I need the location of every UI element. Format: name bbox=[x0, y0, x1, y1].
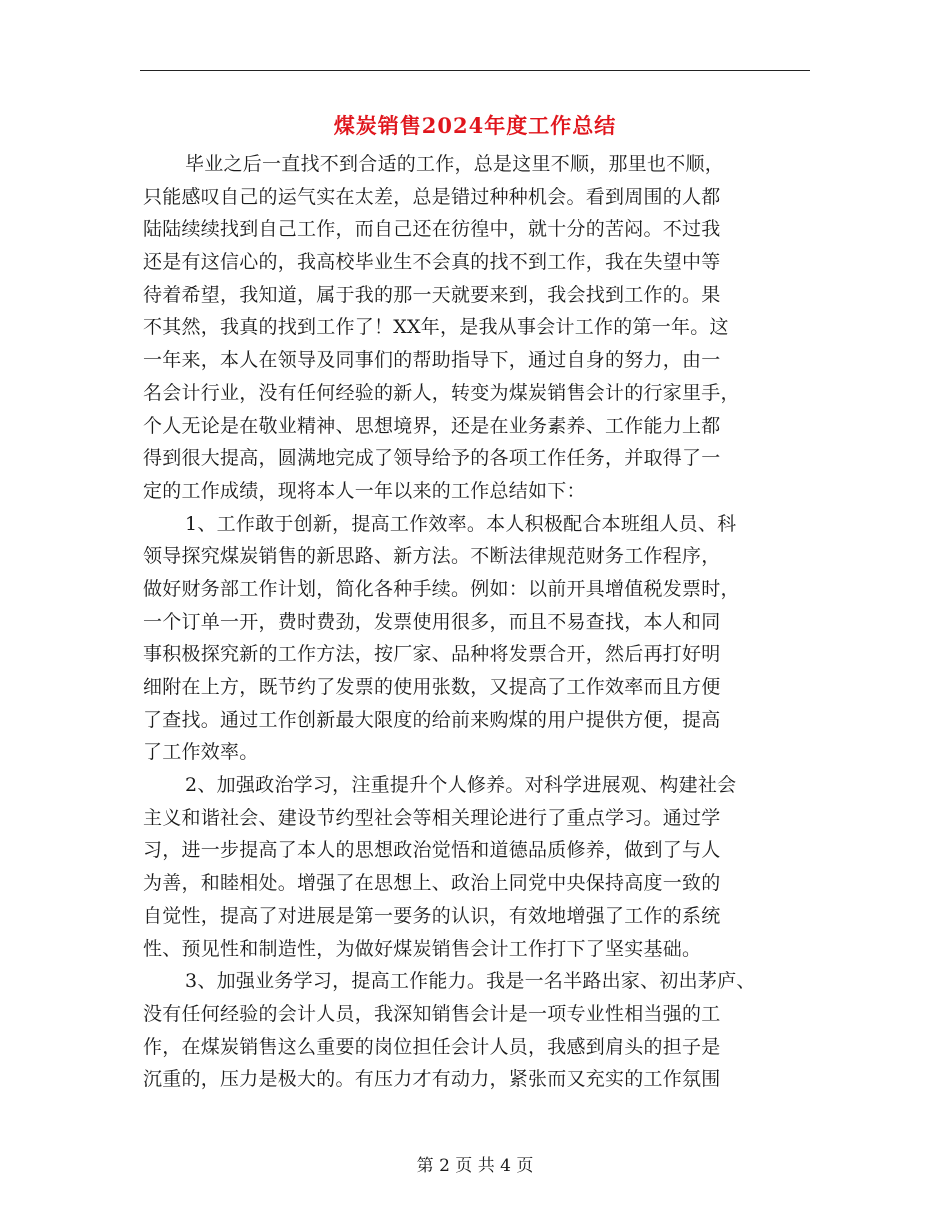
text-line: 一年来，本人在领导及同事们的帮助指导下，通过自身的努力，由一 bbox=[143, 349, 721, 372]
text-line: 2、加强政治学习，注重提升个人修养。对科学进展观、构建社会 bbox=[185, 774, 737, 797]
text-line: 不其然，我真的找到工作了！XX年，是我从事会计工作的第一年。这 bbox=[143, 316, 729, 339]
text-line: 了工作效率。 bbox=[143, 741, 259, 764]
document-body bbox=[143, 148, 813, 1096]
text-line: 作，在煤炭销售这么重要的岗位担任会计人员，我感到肩头的担子是 bbox=[143, 1035, 721, 1058]
text-line: 领导探究煤炭销售的新思路、新方法。不断法律规范财务工作程序， bbox=[143, 545, 721, 568]
text-line: 毕业之后一直找不到合适的工作，总是这里不顺，那里也不顺， bbox=[185, 153, 725, 175]
text-line: 只能感叹自己的运气实在太差，总是错过种种机会。看到周围的人都 bbox=[143, 185, 721, 208]
text-line: 1、工作敢于创新，提高工作效率。本人积极配合本班组人员、科 bbox=[185, 512, 737, 535]
text-line: 陆陆续续找到自己工作，而自己还在彷徨中，就十分的苦闷。不过我 bbox=[143, 218, 721, 241]
text-line: 做好财务部工作计划，简化各种手续。例如：以前开具增值税发票时， bbox=[143, 577, 740, 600]
text-line: 事积极探究新的工作方法，按厂家、品种将发票合开，然后再打好明 bbox=[143, 643, 721, 666]
text-line: 待着希望，我知道，属于我的那一天就要来到，我会找到工作的。果 bbox=[143, 283, 721, 306]
text-line: 习，进一步提高了本人的思想政治觉悟和道德品质修养，做到了与人 bbox=[143, 839, 721, 862]
text-line: 沉重的，压力是极大的。有压力才有动力，紧张而又充实的工作氛围 bbox=[143, 1068, 721, 1091]
text-line: 个人无论是在敬业精神、思想境界，还是在业务素养、工作能力上都 bbox=[143, 414, 721, 437]
text-line: 自觉性，提高了对进展是第一要务的认识，有效地增强了工作的系统 bbox=[143, 904, 721, 927]
text-line: 了查找。通过工作创新最大限度的给前来购煤的用户提供方便，提高 bbox=[143, 708, 721, 731]
text-line: 主义和谐社会、建设节约型社会等相关理论进行了重点学习。通过学 bbox=[143, 806, 721, 829]
header-rule bbox=[140, 70, 810, 71]
text-line: 定的工作成绩，现将本人一年以来的工作总结如下： bbox=[143, 479, 586, 502]
text-line: 性、预见性和制造性，为做好煤炭销售会计工作打下了坚实基础。 bbox=[143, 937, 702, 960]
text-line: 一个订单一开，费时费劲，发票使用很多，而且不易查找，本人和同 bbox=[143, 610, 721, 633]
text-line: 没有任何经验的会计人员，我深知销售会计是一项专业性相当强的工 bbox=[143, 1002, 721, 1025]
text-line: 名会计行业，没有任何经验的新人，转变为煤炭销售会计的行家里手， bbox=[143, 381, 740, 404]
page-number: 第 2 页 共 4 页 bbox=[416, 1156, 534, 1176]
text-line: 还是有这信心的，我高校毕业生不会真的找不到工作，我在失望中等 bbox=[143, 251, 721, 274]
text-line: 3、加强业务学习，提高工作能力。我是一名半路出家、初出茅庐、 bbox=[185, 970, 756, 993]
text-line: 得到很大提高，圆满地完成了领导给予的各项工作任务，并取得了一 bbox=[143, 447, 721, 470]
text-line: 为善，和睦相处。增强了在思想上、政治上同党中央保持高度一致的 bbox=[143, 872, 721, 895]
text-line: 细附在上方，既节约了发票的使用张数，又提高了工作效率而且方便 bbox=[143, 676, 721, 698]
document-title: 煤炭销售2024年度工作总结 bbox=[333, 113, 617, 138]
